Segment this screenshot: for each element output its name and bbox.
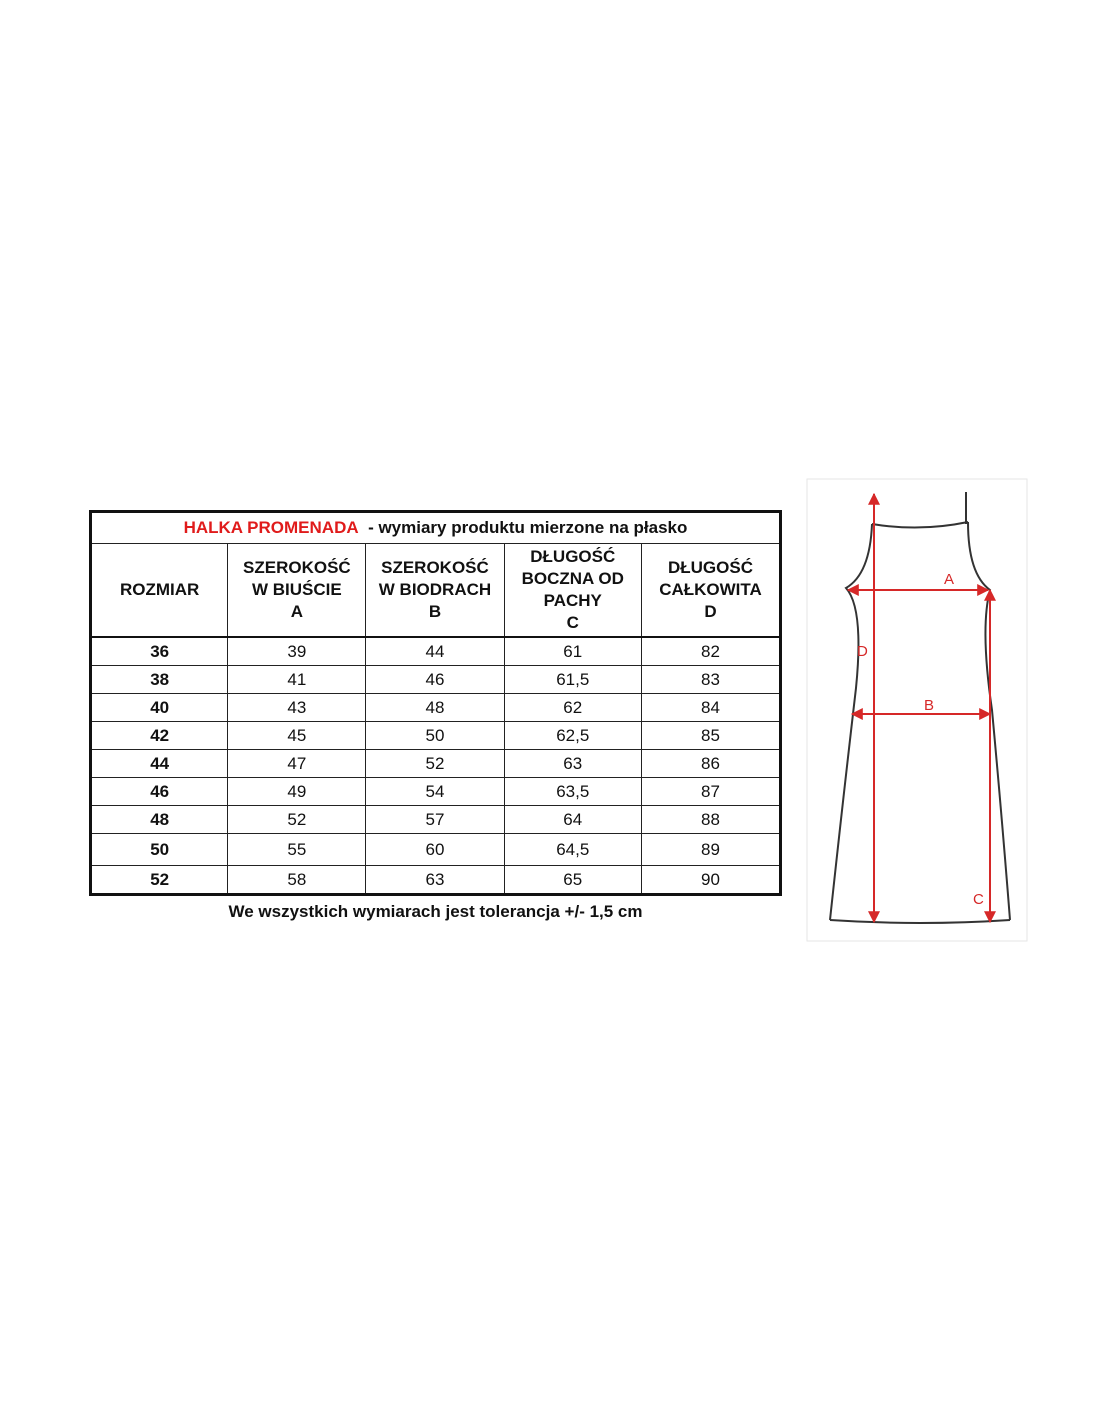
measurement-cell: 84 bbox=[641, 694, 780, 722]
table-row bbox=[91, 722, 781, 750]
size-cell: 36 bbox=[91, 637, 228, 666]
product-name: HALKA PROMENADA bbox=[183, 518, 359, 537]
measurement-cell: 64,5 bbox=[504, 834, 641, 866]
measurement-cell: 43 bbox=[228, 694, 366, 722]
table-title-row bbox=[91, 512, 781, 544]
measurement-cell: 90 bbox=[641, 866, 780, 895]
table-row bbox=[91, 666, 781, 694]
tolerance-note: We wszystkich wymiarach jest tolerancja +/- 1,5 cm bbox=[228, 902, 643, 921]
header-bust-width: SZEROKOŚĆ W BIUŚCIE A bbox=[228, 544, 366, 638]
measurement-cell: 39 bbox=[228, 637, 366, 666]
measurement-cell: 47 bbox=[228, 750, 366, 778]
slip-dress-diagram bbox=[806, 478, 1028, 942]
measurement-cell: 88 bbox=[641, 806, 780, 834]
header-total-length: DŁUGOŚĆ CAŁKOWITA D bbox=[641, 544, 780, 638]
measurement-cell: 50 bbox=[366, 722, 504, 750]
measurement-cell: 44 bbox=[366, 637, 504, 666]
measurement-cell: 52 bbox=[228, 806, 366, 834]
measurement-cell: 48 bbox=[366, 694, 504, 722]
header-row bbox=[91, 544, 781, 638]
label-c: C bbox=[973, 891, 984, 908]
size-cell: 46 bbox=[91, 778, 228, 806]
table-row bbox=[91, 834, 781, 866]
table-row bbox=[91, 866, 781, 895]
measurement-cell: 62 bbox=[504, 694, 641, 722]
table-row bbox=[91, 806, 781, 834]
table-row bbox=[91, 778, 781, 806]
table-row bbox=[91, 637, 781, 666]
measurement-diagram bbox=[806, 478, 1028, 942]
measurement-cell: 86 bbox=[641, 750, 780, 778]
measurement-cell: 89 bbox=[641, 834, 780, 866]
measurement-cell: 60 bbox=[366, 834, 504, 866]
neckline bbox=[872, 522, 968, 528]
measurement-cell: 83 bbox=[641, 666, 780, 694]
size-cell: 40 bbox=[91, 694, 228, 722]
size-cell: 44 bbox=[91, 750, 228, 778]
header-rozmiar: ROZMIAR bbox=[91, 544, 228, 638]
size-cell: 52 bbox=[91, 866, 228, 895]
measurement-cell: 87 bbox=[641, 778, 780, 806]
table-title bbox=[91, 512, 781, 544]
measurement-cell: 46 bbox=[366, 666, 504, 694]
size-table bbox=[89, 510, 782, 896]
measurement-cell: 82 bbox=[641, 637, 780, 666]
measurement-cell: 54 bbox=[366, 778, 504, 806]
measurement-cell: 57 bbox=[366, 806, 504, 834]
table-body bbox=[91, 637, 781, 895]
header-side-length: DŁUGOŚĆ BOCZNA OD PACHY C bbox=[504, 544, 641, 638]
label-b: B bbox=[924, 697, 935, 714]
table-subtitle: - wymiary produktu mierzone na płasko bbox=[368, 518, 688, 537]
measurement-cell: 52 bbox=[366, 750, 504, 778]
measurement-cell: 49 bbox=[228, 778, 366, 806]
measurement-cell: 62,5 bbox=[504, 722, 641, 750]
measurement-cell: 61,5 bbox=[504, 666, 641, 694]
measurement-cell: 45 bbox=[228, 722, 366, 750]
measurement-cell: 85 bbox=[641, 722, 780, 750]
hem bbox=[830, 920, 1010, 923]
label-d: D bbox=[857, 643, 868, 660]
label-a: A bbox=[944, 571, 955, 588]
measurement-cell: 64 bbox=[504, 806, 641, 834]
table-row bbox=[91, 750, 781, 778]
size-cell: 38 bbox=[91, 666, 228, 694]
measurement-cell: 55 bbox=[228, 834, 366, 866]
size-cell: 50 bbox=[91, 834, 228, 866]
measurement-cell: 63 bbox=[366, 866, 504, 895]
left-outline bbox=[830, 524, 872, 920]
measurement-cell: 61 bbox=[504, 637, 641, 666]
measurement-cell: 41 bbox=[228, 666, 366, 694]
size-cell: 42 bbox=[91, 722, 228, 750]
measurement-cell: 58 bbox=[228, 866, 366, 895]
diagram-frame bbox=[807, 479, 1027, 941]
size-cell: 48 bbox=[91, 806, 228, 834]
header-hip-width: SZEROKOŚĆ W BIODRACH B bbox=[366, 544, 504, 638]
measurement-cell: 63,5 bbox=[504, 778, 641, 806]
measurement-cell: 65 bbox=[504, 866, 641, 895]
measurement-cell: 63 bbox=[504, 750, 641, 778]
table-row bbox=[91, 694, 781, 722]
